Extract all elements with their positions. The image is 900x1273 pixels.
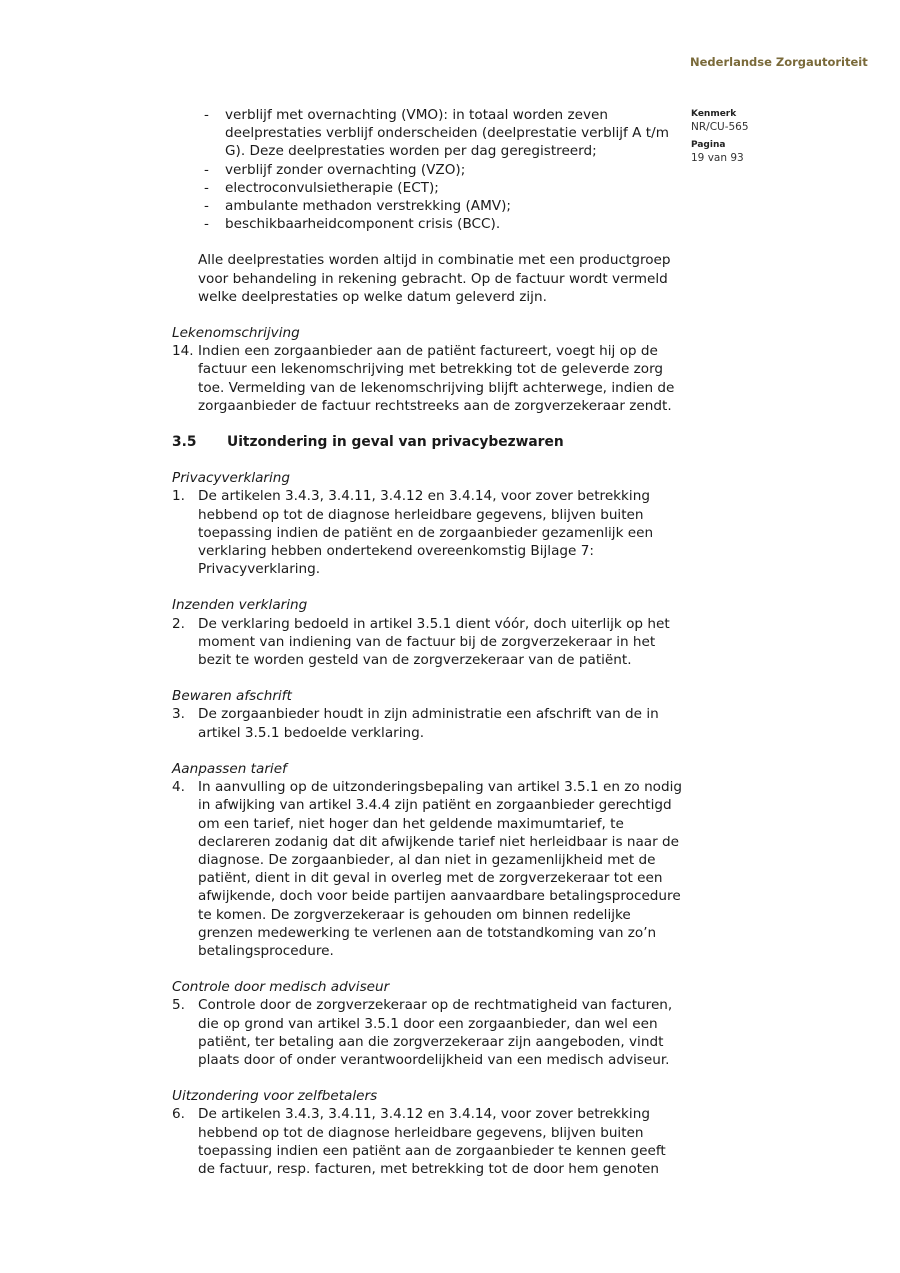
list-item (172, 161, 687, 179)
dash-bullet: - (204, 107, 209, 123)
list-item-text: verblijf zonder overnachting (VZO); (225, 161, 466, 178)
section-title: Uitzondering in geval van privacybezwaren (227, 434, 564, 451)
article-number: 6. (172, 1106, 185, 1123)
article-number: 3. (172, 706, 185, 723)
list-item (172, 179, 687, 197)
brand-name: Nederlandse Zorgautoriteit (690, 55, 868, 69)
pagina-label: Pagina (691, 140, 726, 150)
article-number: 1. (172, 488, 185, 505)
dash-bullet: - (204, 198, 209, 215)
kenmerk-value: NR/CU-565 (691, 121, 749, 133)
list-item (172, 197, 687, 215)
article-text: In aanvulling op de uitzonderingsbepaling van artikel 3.5.1 en zo nodig in afwijking van artikel 3.4.4 zijn patiënt en zorgaanbieder gerechtigd om een tarief, niet hoger dan het geldende maximumtarief, te declareren zodanig dat dit afwijkende tarief niet herleidbaar is naar de diagnose. De zorgaanbieder, al dan niet in gezamenlijkheid met de patiënt, dient in dit geval in overleg met de zorgverzekeraar tot een afwijkende, doch voor beide partijen aanvaardbare betalingsprocedure te komen. De zorgverzekeraar is gehouden om binnen redelijke grenzen medewerking te verlenen aan de totstandkoming van zo’n betalingsprocedure. (198, 779, 683, 959)
subheading: Inzenden verklaring (172, 597, 308, 614)
dash-bullet: - (204, 179, 209, 196)
article-item (172, 615, 687, 670)
article-number: 5. (172, 997, 185, 1014)
paragraph: Alle deelprestaties worden altijd in combinatie met een productgroep voor behandeling in rekening gebracht. Op de factuur wordt vermeld welke deelprestaties op welke datum geleverd zijn. (198, 252, 671, 305)
article-number: 4. (172, 779, 185, 796)
article-text: De verklaring bedoeld in artikel 3.5.1 dient vóór, doch uiterlijk op het moment van indiening van de factuur bij de zorgverzekeraar in het bezit te worden gesteld van de zorgverzekeraar van de patiënt. (198, 615, 670, 669)
dash-bullet: - (204, 216, 209, 233)
list-item-text: verblijf met overnachting (VMO): in totaal worden zeven deelprestaties verblijf onderscheiden (deelprestatie verblijf A t/m G). Deze deelprestaties worden per dag geregistreerd; (225, 107, 669, 160)
subheading: Privacyverklaring (172, 470, 291, 487)
subheading: Bewaren afschrift (172, 688, 292, 705)
article-item (172, 778, 687, 960)
pagina-value: 19 van 93 (691, 152, 744, 164)
subheading: Aanpassen tarief (172, 760, 287, 777)
kenmerk-label: Kenmerk (691, 109, 737, 119)
article-text: Indien een zorgaanbieder aan de patiënt factureert, voegt hij op de factuur een lekenomschrijving met betrekking tot de geleverde zorg toe. Vermelding van de lekenomschrijving blijft achterwege, indien de zorgaanbieder de factuur rechtstreeks aan de zorgverzekeraar zendt. (198, 343, 675, 414)
article-number: 2. (172, 615, 185, 632)
article-text: De artikelen 3.4.3, 3.4.11, 3.4.12 en 3.4.14, voor zover betrekking hebbend op tot de diagnose herleidbare gegevens, blijven buiten toepassing indien de patiënt en de zorgaanbieder gezamenlijk een verklaring hebben ondertekend overeenkomstig Bijlage 7: Privacyverklaring. (198, 488, 654, 578)
list-item (172, 215, 687, 233)
list-item-text: ambulante methadon verstrekking (AMV); (225, 198, 511, 215)
document-meta (691, 108, 749, 170)
section-number: 3.5 (172, 434, 197, 451)
article-text: Controle door de zorgverzekeraar op de rechtmatigheid van facturen, die op grond van artikel 3.5.1 door een zorgaanbieder, dan wel een patiënt, ter betaling aan die zorgverzekeraar zijn aangeboden, vindt plaats door of onder verantwoordelijkheid van een medisch adviseur. (198, 997, 673, 1068)
article-item (172, 1105, 687, 1178)
article-item (172, 487, 687, 578)
article-text: De artikelen 3.4.3, 3.4.11, 3.4.12 en 3.4.14, voor zover betrekking hebbend op tot de diagnose herleidbare gegevens, blijven buiten toepassing indien een patiënt aan de zorgaanbieder te kennen geeft de factuur, resp. facturen, met betrekking tot de door hem genoten (198, 1106, 666, 1177)
document-body (172, 106, 687, 1178)
article-14 (172, 342, 687, 415)
section-heading (172, 433, 687, 451)
article-item (172, 996, 687, 1069)
subheading: Controle door medisch adviseur (172, 979, 390, 996)
article-number: 14. (172, 343, 194, 360)
list-item-text: electroconvulsietherapie (ECT); (225, 179, 439, 196)
deelprestaties-list (172, 106, 687, 233)
list-item (172, 106, 687, 161)
subheading-lekenomschrijving: Lekenomschrijving (172, 325, 300, 342)
dash-bullet: - (204, 161, 209, 178)
article-text: De zorgaanbieder houdt in zijn administratie een afschrift van de in artikel 3.5.1 bedoelde verklaring. (198, 706, 659, 741)
article-item (172, 705, 687, 741)
list-item-text: beschikbaarheidcomponent crisis (BCC). (225, 216, 501, 233)
subheading: Uitzondering voor zelfbetalers (172, 1088, 378, 1105)
